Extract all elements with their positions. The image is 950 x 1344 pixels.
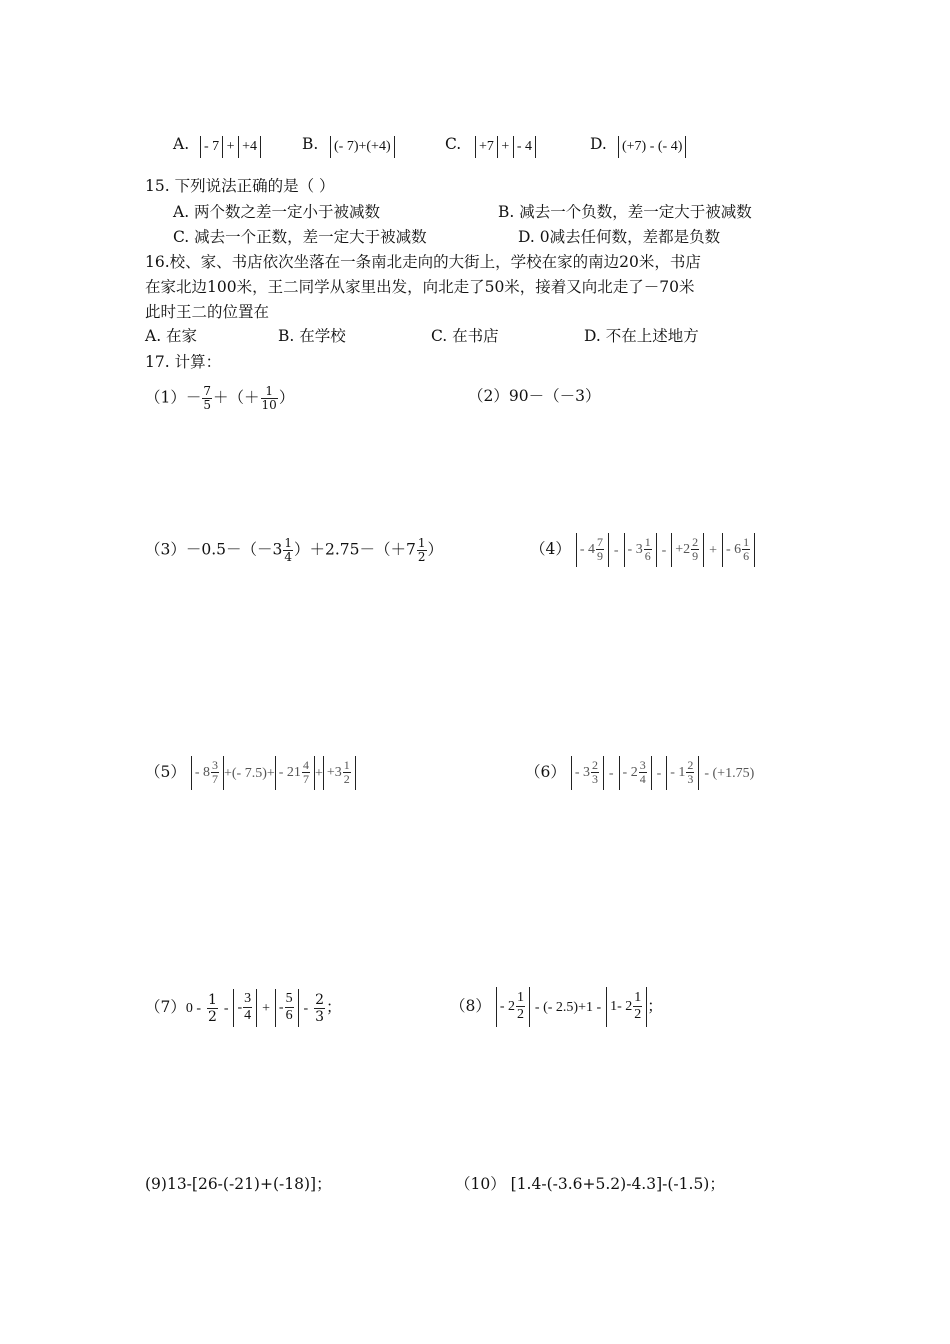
q15-option-b: B. 减去一个负数，差一定大于被减数 bbox=[498, 203, 752, 221]
q16-line-3: 此时王二的位置在 bbox=[145, 303, 270, 321]
q16-option-a: A. 在家 bbox=[145, 327, 198, 345]
q14-option-a-label: A. bbox=[173, 135, 190, 153]
q15-option-a: A. 两个数之差一定小于被减数 bbox=[173, 203, 381, 221]
q16-option-b: B. 在学校 bbox=[278, 327, 346, 345]
problem-7: （7）0 - $\frac{1}{2}$ - - $\frac{3}{4}$ + - $\frac{5}{6}$ - $\frac{2}{3}$ ； bbox=[145, 989, 342, 1027]
q14-option-a-expr: - 7 + +4 bbox=[200, 136, 261, 158]
problem-5: （5） - 8 $\frac{3}{7}$ +(- 7.5)+ - 21 $\frac{4}{7}$ + +3 $\frac{1}{2}$ bbox=[145, 756, 356, 790]
q15-option-d: D. 0减去任何数，差都是负数 bbox=[518, 228, 721, 246]
problem-10: （10） [1.4-(-3.6+5.2)-4.3]-(-1.5)； bbox=[455, 1175, 725, 1193]
problem-2: （2）90－（－3） bbox=[468, 387, 601, 405]
problem-3: （3）－0.5－（－3 $\frac{1}{4}$ ）＋2.75－（＋7 $\frac{1}{2}$ ） bbox=[145, 536, 444, 564]
q16-line-2: 在家北边100米，王二同学从家里出发，向北走了50米，接着又向北走了－70米 bbox=[145, 278, 695, 296]
problem-1: （1）－ $\frac{7}{5}$ ＋（＋ $\frac{1}{10}$ ） bbox=[145, 384, 295, 412]
problem-9: (9)13-[26-(-21)+(-18)]； bbox=[145, 1175, 332, 1193]
q16-option-d: D. 不在上述地方 bbox=[584, 327, 699, 345]
q16-line-1: 16.校、家、书店依次坐落在一条南北走向的大街上，学校在家的南边20米，书店 bbox=[145, 253, 701, 271]
problem-4: （4） - 4 $\frac{7}{9}$ - - 3 $\frac{1}{6}$ - +2 $\frac{2}{9}$ + - 6 $\frac{1}{6}$ bbox=[530, 533, 755, 567]
q15-option-c: C. 减去一个正数，差一定大于被减数 bbox=[173, 228, 427, 246]
q15-stem: 15. 下列说法正确的是（ ） bbox=[145, 177, 335, 195]
q17-stem: 17. 计算： bbox=[145, 353, 222, 371]
q14-option-c-expr: +7 + - 4 bbox=[475, 136, 536, 158]
q16-option-c: C. 在书店 bbox=[431, 327, 499, 345]
q14-option-c-label: C. bbox=[445, 135, 462, 153]
q14-option-d-label: D. bbox=[590, 135, 607, 153]
problem-8: （8） - 2 $\frac{1}{2}$ - (- 2.5)+1 - 1- 2 $\frac{1}{2}$ ； bbox=[450, 987, 663, 1027]
q14-option-d-expr: (+7) - (- 4) bbox=[618, 136, 686, 158]
problem-6: （6） - 3 $\frac{2}{3}$ - - 2 $\frac{3}{4}$ - - 1 $\frac{2}{3}$ - (+1.75) bbox=[525, 756, 754, 790]
q14-option-b-label: B. bbox=[302, 135, 319, 153]
q14-option-b-expr: (- 7)+(+4) bbox=[330, 136, 395, 158]
